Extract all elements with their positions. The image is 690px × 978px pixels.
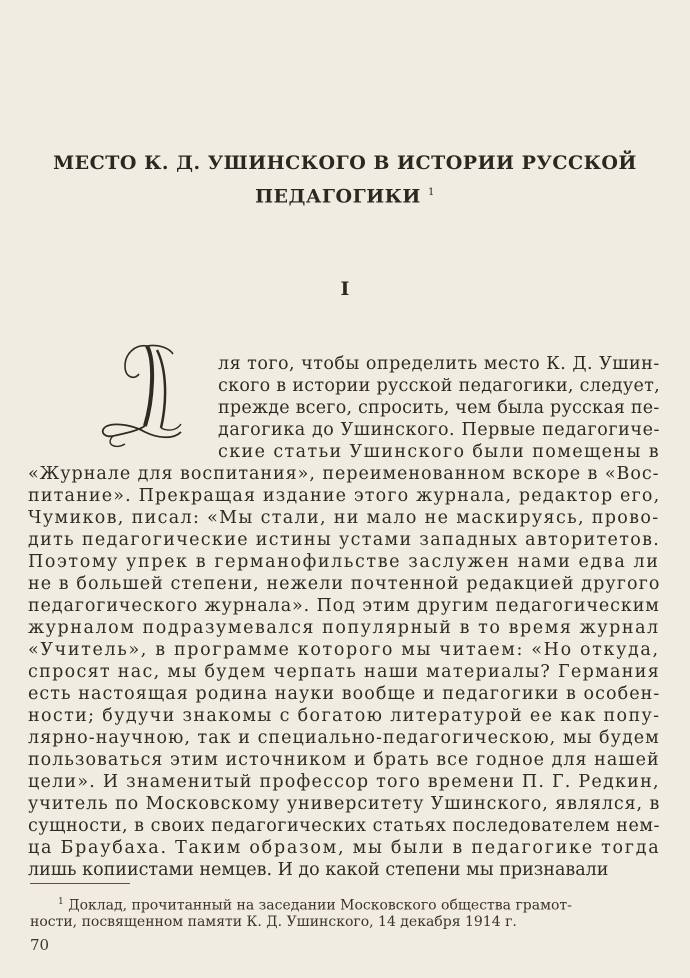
body-line: ские статьи Ушинского были помещены в [218,442,661,462]
body-line: Чумиков, писал: «Мы стали, ни мало не маскируясь, прово- [28,508,660,528]
body-line: питание». Прекращая издание этого журнала, редактор его, [28,486,661,506]
body-line: педагогического журнала». Под этим другим педагогическим [28,596,660,616]
body-line: дагогика до Ушинского. Первые педагогиче- [218,420,661,440]
dropcap-letter [95,340,185,452]
body-line: не в большей степени, нежели почтенной редакцией другого [28,574,661,594]
body-line: журналом подразумевался популярный в то время журнал [28,618,660,638]
body-line: дить педагогические истины устами западных авторитетов. [28,530,661,550]
title-footnote-mark: 1 [428,187,435,198]
body-line: спросят нас, мы будем черпать наши материалы? Германия [28,662,661,682]
body-line: ского в истории русской педагогики, следует, [218,376,660,396]
body-line: сущности, в своих педагогических статьях последователем нем- [28,816,660,836]
title-line-2 [40,178,650,211]
body-line: есть настоящая родина науки вообще и педагогики в особен- [28,684,661,704]
body-line: Поэтому упрек в германофильстве заслужен нами едва ли [28,552,660,572]
footnote-mark: 1 [58,897,64,907]
page-number: 70 [30,936,50,954]
body-line: цели». И знаменитый профессор того времени П. Г. Редкин, [28,772,660,792]
body-line: «Учитель», в программе которого мы читаем: «Но откуда, [28,640,660,660]
body-line: учитель по Московскому университету Ушинского, являлся, в [28,794,661,814]
body-line: лишь копиистами немцев. И до какой степени мы признавали [28,860,609,880]
body-line: ца Браубаха. Таким образом, мы были в педагогике тогда [28,838,661,858]
body-line: прежде всего, спросить, чем была русская пе- [218,398,660,418]
body-line: ности; будучи знакомы с богатою литературой ее как попу- [28,706,661,726]
title-line-2-text: ПЕДАГОГИКИ [255,185,421,208]
body-line: «Журнале для воспитания», переименованном вскоре в «Вос- [28,464,660,484]
body-line: пользоваться этим источником и брать все годное для нашей [28,750,660,770]
footnote-divider [30,883,130,884]
section-number: I [340,278,350,300]
body-line: ля того, чтобы определить место К. Д. Ушин- [218,354,660,374]
footnote-line-2: ности, посвященном памяти К. Д. Ушинского, 14 декабря 1914 г. [30,914,517,930]
footnote-text-1: Доклад, прочитанный на заседании Московского общества грамот- [68,897,572,914]
chapter-title [40,148,650,211]
body-line: лярно-научною, так и специально-педагогическою, мы будем [28,728,660,748]
title-line-1: МЕСТО К. Д. УШИНСКОГО В ИСТОРИИ РУССКОЙ [53,152,637,174]
